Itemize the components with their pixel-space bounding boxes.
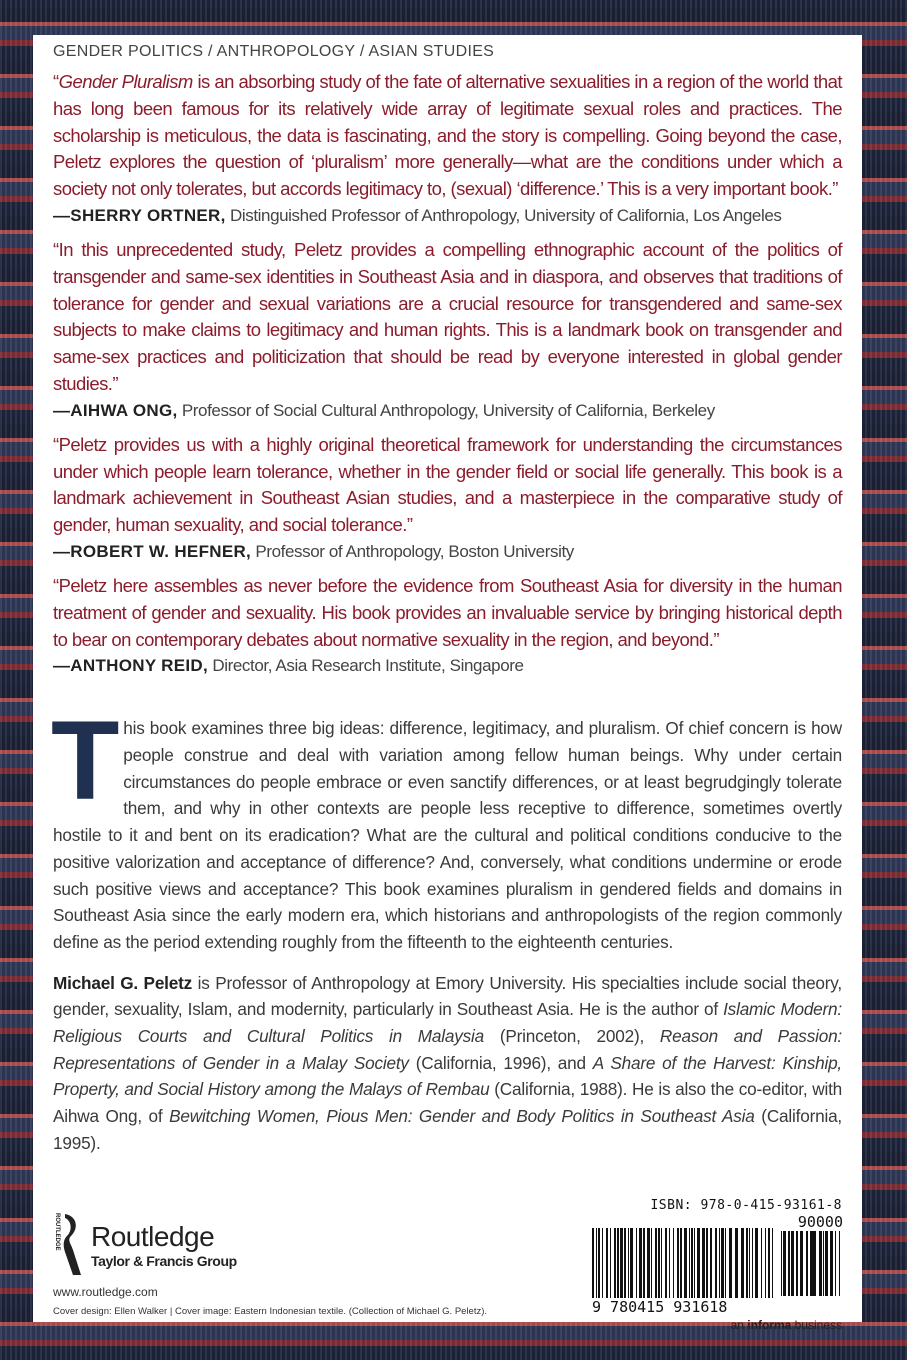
book-title: Reason and Passion: Representations of Gender in a Malay Society	[53, 1026, 843, 1073]
cover-credit: Cover design: Ellen Walker | Cover image: Eastern Indonesian textile. (Collection of Michael G. Peletz).	[53, 1306, 488, 1317]
barcode-digits: 9 780415 931618	[592, 1298, 728, 1316]
logo-mark-text: ROUTLEDGE	[54, 1213, 60, 1251]
endorsements	[53, 69, 842, 679]
drop-cap: T	[51, 698, 120, 824]
barcode	[592, 1228, 773, 1298]
back-cover	[33, 35, 862, 1332]
endorsement-quote: “In this unprecedented study, Peletz provides a compelling ethnographic account of the politics of transgender and same-sex identities in Southeast Asia and in diaspora, and observes that traditions of tolerance for gender and sexual variations are a crucial resource for transgendered and same-sex subjects to make claims to legitimacy and human rights. This is a landmark book on transgender and same-sex practices and politicization that should be read by everyone interested in global gender studies.”	[53, 238, 842, 394]
book-title: A Share of the Harvest: Kinship, Property, and Social History among the Malays of Rembau	[53, 1052, 843, 1100]
informa-tagline: an informa business	[730, 1318, 842, 1332]
footer	[53, 1192, 843, 1332]
endorsement-attribution: —ANTHONY REID, Director, Asia Research Institute, Singapore	[53, 656, 524, 676]
price-code: 90000	[797, 1213, 843, 1231]
endorsement-quote: “Peletz here assembles as never before the evidence from Southeast Asia for diversity in the human treatment of gender and sexuality. His book provides an invaluable service by bringing historical depth to bear on contemporary debates about normative sexuality in the region, and beyond.”	[53, 574, 842, 650]
endorsement-quote: “Peletz provides us with a highly original theoretical framework for understanding the circumstances under which people learn tolerance, whether in the gender field or social life generally. This book is a landmark achievement in Southeast Asian studies, and a masterpiece in the comparative study of gender, human sexuality, and social tolerance.”	[53, 433, 842, 536]
routledge-logo	[53, 1212, 237, 1277]
barcode-bar	[772, 1228, 773, 1298]
endorsement-attribution: —SHERRY ORTNER, Distinguished Professor of Anthropology, University of California, Los Angeles	[53, 205, 782, 225]
barcode-block	[592, 1198, 842, 1332]
publisher-group: Taylor & Francis Group	[91, 1252, 237, 1269]
author-bio: Michael G. Peletz is Professor of Anthropology at Emory University. His specialties include social theory, gender, sexuality, Islam, and modernity, particularly in Southeast Asia. He is the author of Islamic Modern: Religious Courts and Cultural Politics in Malaysia (Princeton, 2002), Reason and Passion: Representations of Gender in a Malay Society (California, 1996), and A Share of the Harvest: Kinship, Property, and Social History among the Malays of Rembau (California, 1988). He is also the co-editor, with Aihwa Ong, of Bewitching Women, Pious Men: Gender and Body Politics in Southeast Asia (California, 1995).	[53, 972, 843, 1153]
publisher-url: www.routledge.com	[53, 1285, 158, 1299]
barcode-bar	[840, 1231, 843, 1296]
endorsement-quote: “Gender Pluralism is an absorbing study of the fate of alternative sexualities in a region of the world that has long been famous for its relatively wide array of legitimate sexual roles and practices. The scholarship is meticulous, the data is fascinating, and the story is compelling. Going beyond the case, Peletz explores the question of ‘pluralism’ more generally—what are the conditions under which a society not only tolerates, but accords legitimacy to, (sexual) ‘difference.’ This is a very important book.”	[53, 71, 842, 200]
isbn-text: ISBN: 978-0-415-93161-8	[650, 1198, 842, 1213]
description	[51, 698, 842, 955]
category-line: GENDER POLITICS / ANTHROPOLOGY / ASIAN STUDIES	[53, 43, 495, 60]
routledge-r-icon	[53, 1212, 83, 1277]
endorsement-attribution: —ROBERT W. HEFNER, Professor of Anthropology, Boston University	[53, 541, 574, 561]
description-text: his book examines three big ideas: difference, legitimacy, and pluralism. Of chief concern is how people construe and deal with variation among fellow human beings. Why under certain circumstances do people embrace or even sanctify differences, or at least begrudgingly tolerate them, and why in other contexts are people less receptive to difference, sometimes overtly hostile to it and bent on its eradication? What are the cultural and political conditions conducive to the positive valorization and acceptance of difference? And, conversely, what conditions undermine or erode such positive views and acceptance? This book examines pluralism in gendered fields and domains in Southeast Asia since the early modern era, which historians and anthropologists of the region commonly define as the period extending roughly from the fifteenth to the eighteenth centuries.	[53, 718, 842, 952]
publisher-name: Routledge	[91, 1220, 215, 1252]
book-title: Bewitching Women, Pious Men: Gender and Body Politics in Southeast Asia	[169, 1106, 755, 1127]
price-barcode	[781, 1231, 843, 1296]
author-name: Michael G. Peletz	[53, 972, 193, 993]
endorsement-attribution: —AIHWA ONG, Professor of Social Cultural Anthropology, University of California, Berkeley	[53, 400, 715, 420]
book-title: Islamic Modern: Religious Courts and Cultural Politics in Malaysia	[53, 999, 842, 1047]
